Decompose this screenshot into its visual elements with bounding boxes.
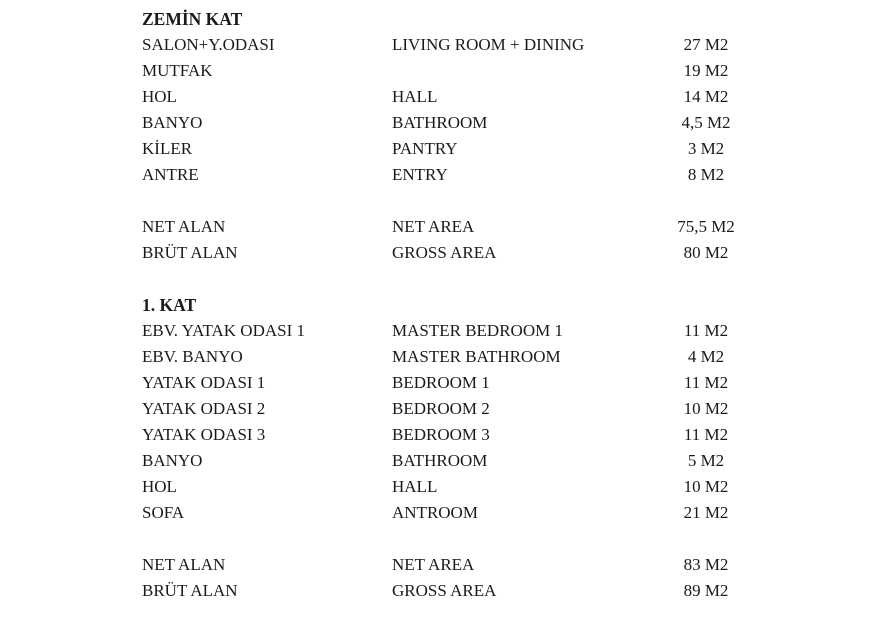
room-name-tr: EBV. YATAK ODASI 1 [142,321,305,340]
room-area: 3 M2 [687,139,725,158]
room-name-en: ANTROOM [392,503,478,522]
room-area: 27 M2 [683,35,729,54]
total-row-gross [142,578,782,604]
total-row-net [142,214,782,240]
room-name-en: MASTER BATHROOM [392,347,561,366]
spacer [142,526,782,552]
total-label-en: GROSS AREA [392,581,497,600]
room-row [142,136,782,162]
room-row [142,58,782,84]
room-row [142,32,782,58]
room-name-en: PANTRY [392,139,458,158]
room-name-en: MASTER BEDROOM 1 [392,321,563,340]
room-name-tr: BANYO [142,451,203,470]
room-name-tr: BANYO [142,113,203,132]
room-area: 19 M2 [683,61,729,80]
section-title: ZEMİN KAT [142,9,243,29]
room-name-tr: YATAK ODASI 2 [142,399,266,418]
room-row [142,344,782,370]
section-title: 1. KAT [142,295,197,315]
room-name-en: BEDROOM 2 [392,399,490,418]
total-area: 80 M2 [683,243,729,262]
room-area: 4 M2 [687,347,725,366]
total-area: 75,5 M2 [677,217,735,236]
room-area: 4,5 M2 [681,113,731,132]
room-name-en: LIVING ROOM + DINING [392,35,585,54]
room-row [142,422,782,448]
room-name-tr: MUTFAK [142,61,213,80]
total-row-net [142,552,782,578]
room-name-tr: SALON+Y.ODASI [142,35,275,54]
room-name-en: HALL [392,87,438,106]
room-name-tr: KİLER [142,139,193,158]
room-name-tr: HOL [142,477,177,496]
total-area: 89 M2 [683,581,729,600]
total-label-tr: BRÜT ALAN [142,581,238,600]
room-area: 11 M2 [683,373,729,392]
section-first-floor [142,292,782,604]
total-label-tr: NET ALAN [142,217,226,236]
room-name-tr: YATAK ODASI 1 [142,373,266,392]
room-name-tr: HOL [142,87,177,106]
room-area: 8 M2 [687,165,725,184]
total-label-en: NET AREA [392,217,475,236]
room-name-en: ENTRY [392,165,448,184]
room-name-en: BEDROOM 3 [392,425,490,444]
section-ground-floor [142,6,782,266]
room-area: 5 M2 [687,451,725,470]
room-name-en: BATHROOM [392,451,488,470]
total-label-tr: BRÜT ALAN [142,243,238,262]
total-label-en: NET AREA [392,555,475,574]
room-row [142,370,782,396]
room-row [142,396,782,422]
room-name-en: HALL [392,477,438,496]
room-area: 11 M2 [683,425,729,444]
total-label-en: GROSS AREA [392,243,497,262]
room-row [142,318,782,344]
room-name-en: BATHROOM [392,113,488,132]
area-schedule-document [142,6,782,604]
room-area: 14 M2 [683,87,729,106]
room-area: 21 M2 [683,503,729,522]
room-row [142,500,782,526]
room-name-tr: ANTRE [142,165,199,184]
total-area: 83 M2 [683,555,729,574]
room-name-tr: EBV. BANYO [142,347,243,366]
room-row [142,474,782,500]
room-row [142,84,782,110]
room-row [142,162,782,188]
room-name-tr: SOFA [142,503,185,522]
room-area: 10 M2 [683,399,729,418]
room-row [142,448,782,474]
total-row-gross [142,240,782,266]
total-label-tr: NET ALAN [142,555,226,574]
room-name-en: BEDROOM 1 [392,373,490,392]
room-area: 11 M2 [683,321,729,340]
room-row [142,110,782,136]
room-area: 10 M2 [683,477,729,496]
room-name-tr: YATAK ODASI 3 [142,425,266,444]
spacer [142,266,782,292]
spacer [142,188,782,214]
